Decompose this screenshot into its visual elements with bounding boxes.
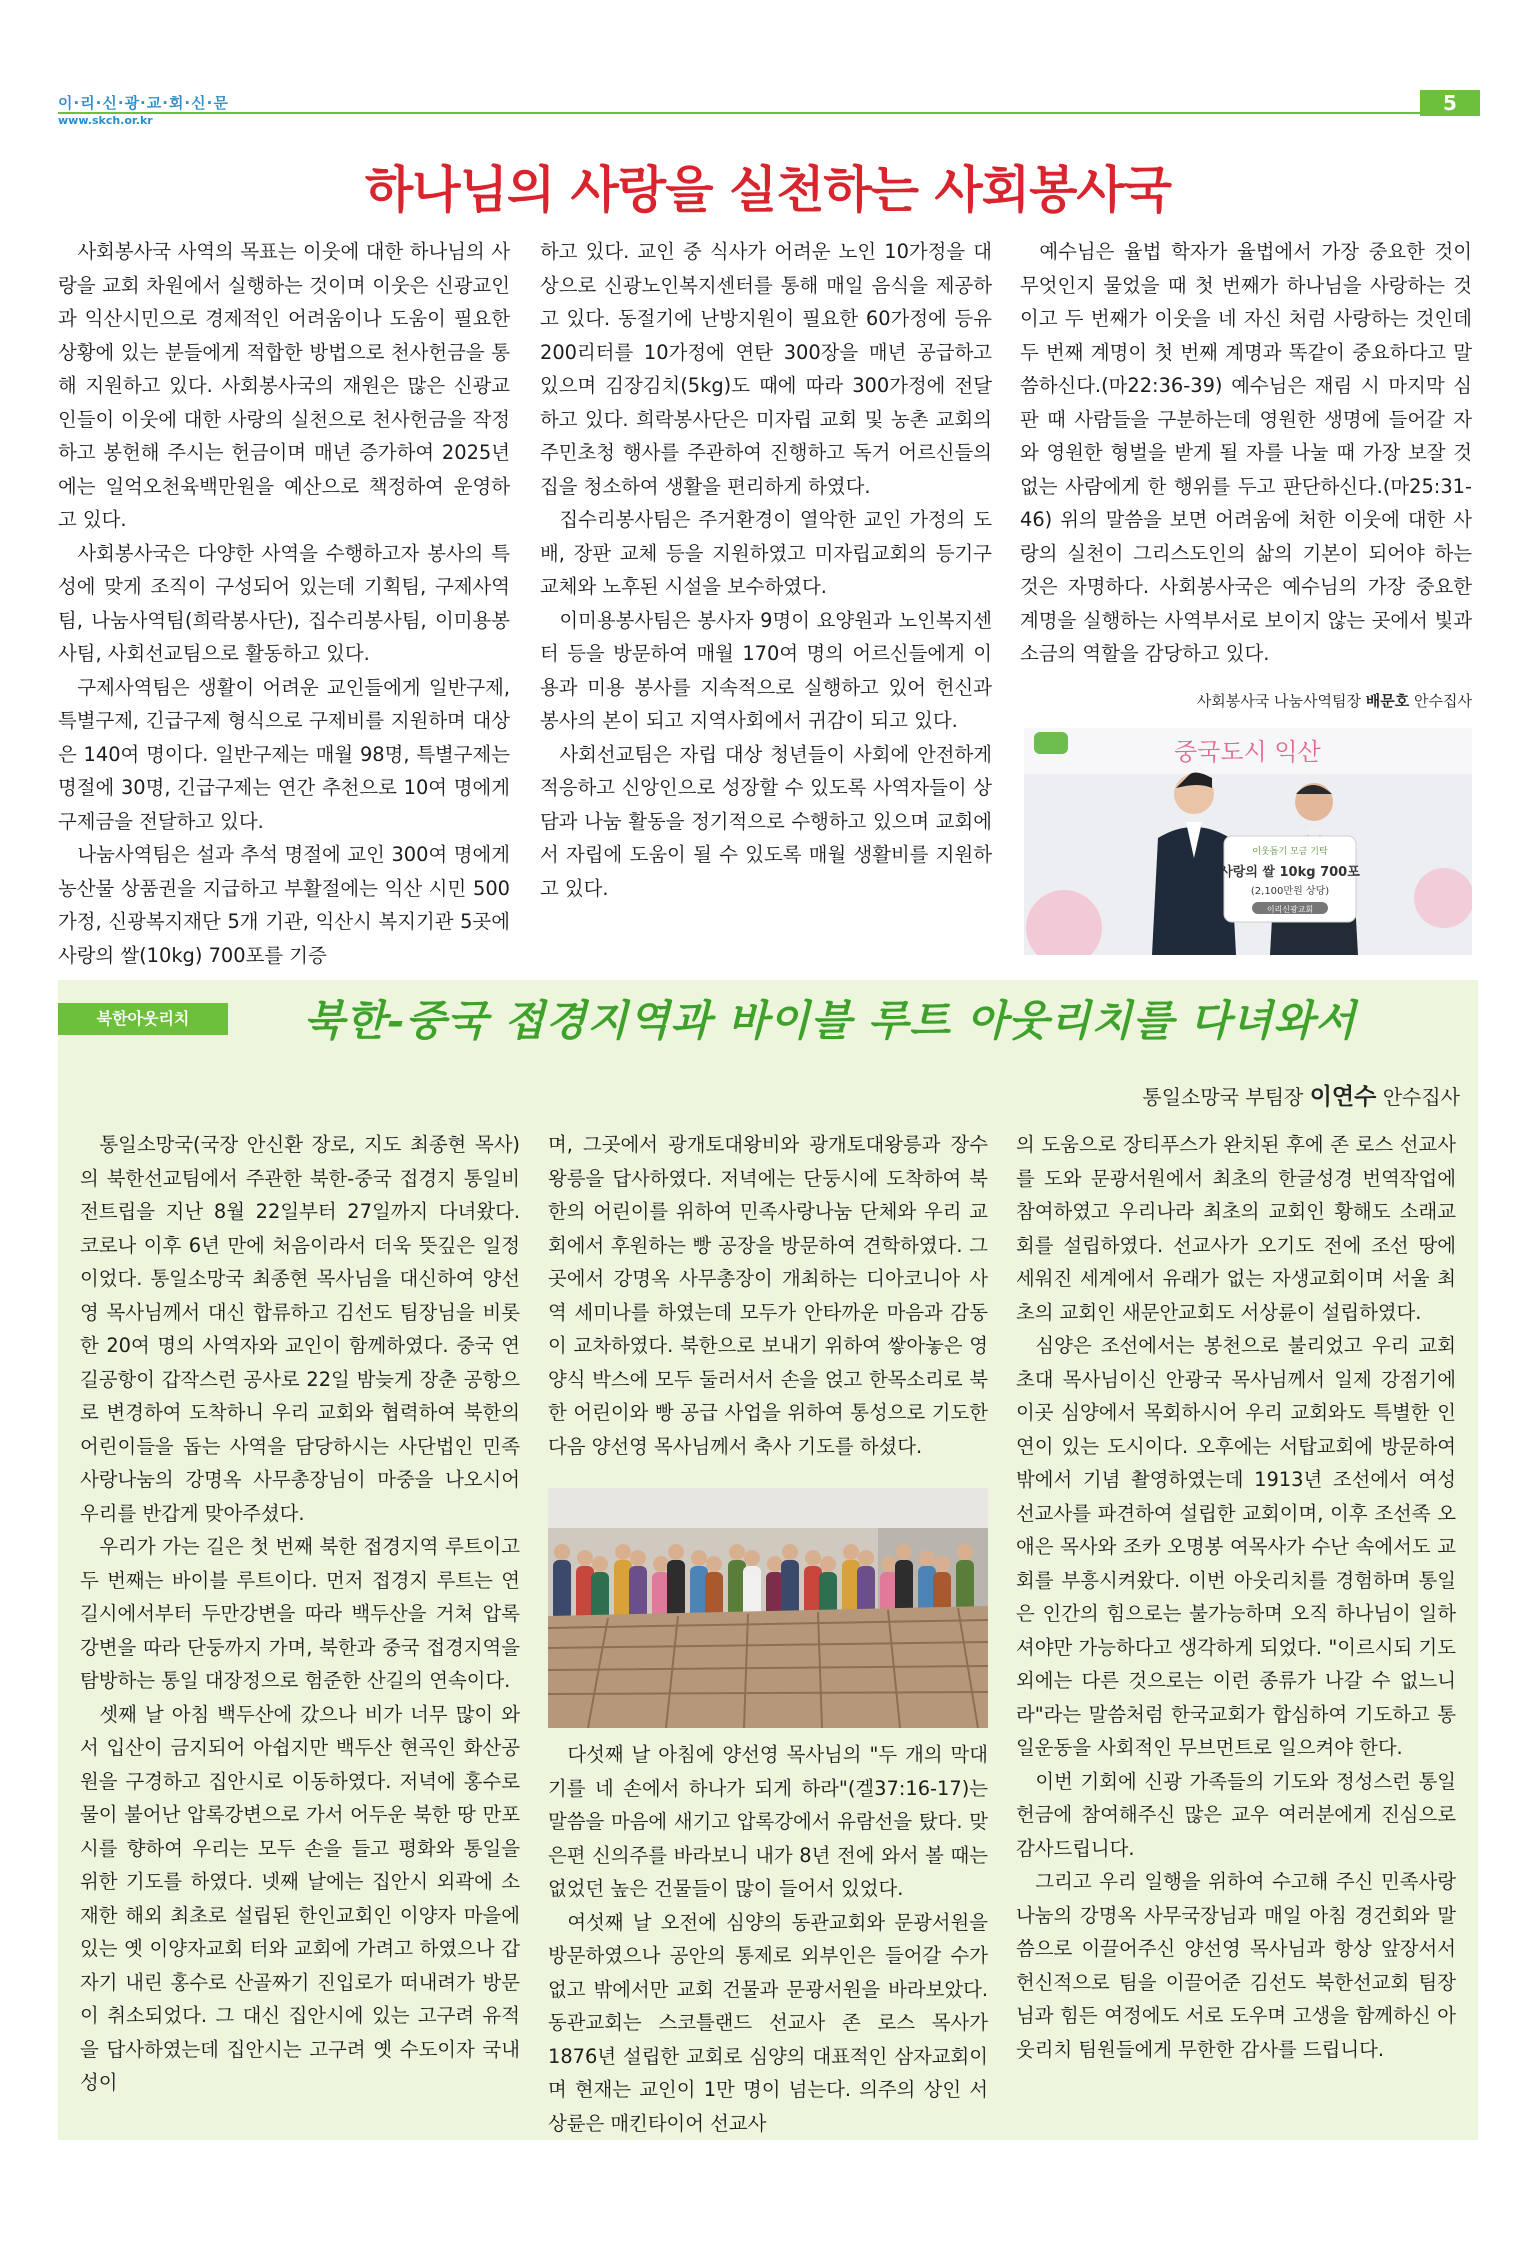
person-head <box>881 1556 897 1572</box>
donation-photo <box>1024 728 1472 955</box>
board-org: 이리신광교회 <box>1266 905 1314 914</box>
paragraph: 사회선교팀은 자립 대상 청년들이 사회에 안전하게 적응하고 신앙인으로 성장할 수 있도록 사역자들이 상담과 나눔 활동을 정기적으로 수행하고 있으며 교회에서 자립에 도움이 될 수 있도록 매월 생활비를 지원하고 있다. <box>540 742 992 900</box>
paragraph: 셋째 날 아침 백두산에 갔으나 비가 너무 많이 와서 입산이 금지되어 아쉽지만 백두산 현곡인 화산공원을 구경하고 집안시로 이동하였다. 저녁에 홍수로 물이 불어난 압록강변으로 가서 어두운 북한 땅 만포시를 향하여 우리는 모두 손을 들고 평화와 통일을 위한 기도를 하였다. 넷째 날에는 집안시 외곽에 소재한 해외 최초로 설립된 한인교회인 이양자 마을에 있는 옛 이양자교회 터와 교회에 가려고 하였으나 갑자기 내린 홍수로 산골짜기 진입로가 떠내려가 방문이 취소되었다. 그 대신 집안시에 있는 고구려 유적을 답사하였는데 집안시는 고구려 옛 수도이자 국내성이 <box>80 1702 520 2094</box>
section2-column-2-top <box>548 1128 988 1463</box>
paragraph: 이미용봉사팀은 봉사자 9명이 요양원과 노인복지센터 등을 방문하여 매월 170여 명의 어르신들에게 이용과 미용 봉사를 지속적으로 실행하고 있어 헌신과 봉사의 본이 되고 지역사회에서 귀감이 되고 있다. <box>540 608 992 732</box>
board-main: 사랑의 쌀 10kg 700포 <box>1220 865 1360 880</box>
page-number: 5 <box>1420 90 1480 116</box>
paragraph: 며, 그곳에서 광개토대왕비와 광개토대왕릉과 장수왕릉을 답사하였다. 저녁에는 단둥시에 도착하여 북한의 어린이를 위하여 민족사랑나눔 단체와 우리 교회에서 후원하는 빵 공장을 방문하여 견학하였다. 그곳에서 강명옥 사무총장이 개최하는 디아코니아 사역 세미나를 하였는데 모두가 안타까운 마음과 감동이 교차하였다. 북한으로 보내기 위하여 쌓아놓은 영양식 박스에 모두 둘러서서 손을 얹고 한목소리로 북한 어린이와 빵 공급 사업을 위하여 통성으로 기도한 다음 양선영 목사님께서 축사 기도를 하셨다. <box>548 1133 988 1458</box>
byline-title: 안수집사 <box>1382 1085 1460 1109</box>
paragraph: 그리고 우리 일행을 위하여 수고해 주신 민족사랑나눔의 강명옥 사무국장님과 매일 아침 경건회와 말씀으로 이끌어주신 양선영 목사님과 항상 앞장서서 헌신적으로 팀을 이끌어준 김선도 북한선교회 팀장님과 힘든 여정에도 서로 도우며 고생을 함께하신 아웃리치 팀원들에게 무한한 감사를 드립니다. <box>1016 1870 1456 2061</box>
person-head <box>820 1556 836 1572</box>
board-small: 이웃돕기 모금 기탁 <box>1252 847 1328 857</box>
section2-byline <box>1142 1078 1460 1111</box>
paragraph: 의 도움으로 장티푸스가 완치된 후에 존 로스 선교사를 도와 문광서원에서 최초의 한글성경 번역작업에 참여하였고 우리나라 최초의 교회인 황해도 소래교회를 설립하였다. 선교사가 오기도 전에 조선 땅에 세워진 세계에서 유래가 없는 자생교회이며 서울 최초의 교회인 새문안교회도 서상륜이 설립하였다. <box>1016 1133 1456 1324</box>
masthead <box>58 92 1478 127</box>
paragraph: 구제사역팀은 생활이 어려운 교인들에게 일반구제, 특별구제, 긴급구제 형식으로 구제비를 지원하며 대상은 140여 명이다. 일반구제는 매월 98명, 특별구제는 명절에 30명, 긴급구제는 연간 추천으로 10여 명에게 구제금을 전달하고 있다. <box>58 675 510 833</box>
person-head <box>858 1550 874 1566</box>
byline-name: 이연수 <box>1309 1084 1377 1110</box>
person-head <box>896 1544 912 1560</box>
person-head <box>805 1550 821 1566</box>
group-photo-illustration <box>548 1488 988 1728</box>
person-head <box>729 1544 745 1560</box>
boxes <box>548 1606 988 1728</box>
newspaper-url[interactable]: www.skch.or.kr <box>58 114 153 127</box>
person-head <box>919 1550 935 1566</box>
paragraph: 하고 있다. 교인 중 식사가 어려운 노인 10가정을 대상으로 신광노인복지센터를 통해 매일 음식을 제공하고 있다. 동절기에 난방지원이 필요한 60가정에 등유 200리터를 10가정에 연탄 300장을 매년 공급하고 있으며 김장김치(5kg)도 때에 따라 300가정에 전달하고 있다. 희락봉사단은 미자립 교회 및 농촌 교회의 주민초청 행사를 주관하여 진행하고 독거 어르신들의 집을 청소하여 생활을 편리하게 하였다. <box>540 240 992 498</box>
section1-column-2 <box>540 235 992 905</box>
person-head <box>615 1544 631 1560</box>
person-head <box>782 1544 798 1560</box>
byline-title: 안수집사 <box>1414 692 1472 710</box>
person-head <box>691 1550 707 1566</box>
paragraph: 통일소망국(국장 안신환 장로, 지도 최종현 목사)의 북한선교팀에서 주관한 북한-중국 접경지 통일비전트립을 지난 8월 22일부터 27일까지 다녀왔다. 코로나 이후 6년 만에 처음이라서 더욱 뜻깊은 일정이었다. 통일소망국 최종현 목사님을 대신하여 양선영 목사님께서 대신 합류하고 김선도 팀장님을 비롯한 20여 명의 사역자와 교인이 함께하였다. 중국 연길공항이 갑작스런 공사로 22일 밤늦게 장춘 공항으로 변경하여 도착하니 우리 교회와 협력하여 북한의 어린이들을 돕는 사역을 담당하시는 사단법인 민족사랑나눔의 강명옥 사무총장님이 마중을 나오시어 우리를 반갑게 맞아주셨다. <box>80 1133 520 1525</box>
section1-byline <box>1020 690 1472 711</box>
person-head <box>554 1544 570 1560</box>
person-head <box>577 1550 593 1566</box>
section1-column-1 <box>58 235 510 972</box>
board-sub: (2,100만원 상당) <box>1250 886 1330 897</box>
section-tag: 북한아웃리치 <box>58 1003 228 1035</box>
paragraph: 예수님은 율법 학자가 율법에서 가장 중요한 것이 무엇인지 물었을 때 첫 번째가 하나님을 사랑하는 것이고 두 번째가 이웃을 네 자신 처럼 사랑하는 것인데 두 번째 계명이 첫 번째 계명과 똑같이 중요하다고 말씀하신다.(마22:36-39) 예수님은 재림 시 마지막 심판 때 사람들을 구분하는데 영원한 생명에 들어갈 자와 영원한 형벌을 받게 될 자를 나눌 때 가장 보잘 것 없는 사람에게 한 행위를 두고 판단하신다.(마25:31-46) 위의 말씀을 보면 어려움에 처한 이웃에 대한 사랑의 실천이 그리스도인의 삶의 기본이 되어야 하는 것은 자명하다. 사회봉사국은 예수님의 가장 중요한 계명을 실행하는 사역부서로 보이지 않는 곳에서 빛과 소금의 역할을 감당하고 있다. <box>1020 240 1472 665</box>
group-photo <box>548 1488 988 1728</box>
person-head <box>653 1556 669 1572</box>
newspaper-name: 이·리·신·광·교·회·신·문 <box>58 94 229 112</box>
person-head <box>592 1556 608 1572</box>
person-head <box>744 1550 760 1566</box>
paragraph: 우리가 가는 길은 첫 번째 북한 접경지역 루트이고 두 번째는 바이블 루트이다. 먼저 접경지 루트는 연길시에서부터 두만강변을 따라 백두산을 거쳐 압록강변을 따라 단둥까지 가며, 북한과 중국 접경지역을 탐방하는 통일 대장정으로 험준한 산길의 연속이다. <box>80 1535 520 1692</box>
section2-title: 북한-중국 접경지역과 바이블 루트 아웃리치를 다녀와서 <box>303 996 1357 1045</box>
section2-column-3 <box>1016 1128 1456 2066</box>
paragraph: 이번 기회에 신광 가족들의 기도와 정성스런 통일헌금에 참여해주신 많은 교우 여러분에게 진심으로 감사드립니다. <box>1016 1769 1456 1860</box>
byline-role: 통일소망국 부팀장 <box>1142 1085 1304 1109</box>
person-body <box>667 1560 685 1620</box>
paragraph: 여섯째 날 오전에 심양의 동관교회와 문광서원을 방문하였으나 공안의 통제로 외부인은 들어갈 수가 없고 밖에서만 교회 건물과 문광서원을 바라보았다. 동관교회는 스코틀랜드 선교사 존 로스 목사가 1876년 설립한 교회로 심양의 대표적인 삼자교회이며 현재는 교인이 1만 명이 넘는다. 의주의 상인 서상륜은 매킨타이어 선교사 <box>548 1910 988 2135</box>
header-rule <box>58 112 1420 114</box>
donation-photo-illustration <box>1024 728 1472 955</box>
paragraph: 사회봉사국 사역의 목표는 이웃에 대한 하나님의 사랑을 교회 차원에서 실행하는 것이며 이웃은 신광교인과 익산시민으로 경제적인 어려움이나 도움이 필요한 상황에 있는 분들에게 적합한 방법으로 천사헌금을 통해 지원하고 있다. 사회봉사국의 재원은 많은 신광교인들이 이웃에 대한 사랑의 실천으로 천사헌금을 작정하고 봉헌해 주시는 헌금이며 매년 증가하여 2025년에는 일억오천육백만원을 예산으로 책정하여 운영하고 있다. <box>58 240 510 531</box>
paragraph: 사회봉사국은 다양한 사역을 수행하고자 봉사의 특성에 맞게 조직이 구성되어 있는데 기획팀, 구제사역팀, 나눔사역팀(희락봉사단), 집수리봉사팀, 이미용봉사팀, 사회선교팀으로 활동하고 있다. <box>58 541 510 665</box>
person-head <box>843 1544 859 1560</box>
person-head <box>630 1550 646 1566</box>
section1-title: 하나님의 사랑을 실천하는 사회봉사국 <box>364 161 1172 219</box>
person-body <box>553 1560 571 1620</box>
section2-column-1 <box>80 1128 520 2100</box>
person-head <box>706 1556 722 1572</box>
section1-column-3 <box>1020 235 1472 671</box>
byline-role: 사회봉사국 나눔사역팀장 <box>1196 692 1361 710</box>
paragraph: 나눔사역팀은 설과 추석 명절에 교인 300여 명에게 농산물 상품권을 지급하고 부활절에는 익산 시민 500가정, 신광복지재단 5개 기관, 익산시 복지기관 5곳에 사랑의 쌀(10kg) 700포를 기증 <box>58 843 510 967</box>
person-head <box>668 1544 684 1560</box>
sign-text: 중국도시 익산 <box>1174 738 1321 766</box>
paragraph: 집수리봉사팀은 주거환경이 열악한 교인 가정의 도배, 장판 교체 등을 지원하였고 미자립교회의 등기구 교체와 노후된 시설을 보수하였다. <box>540 508 992 598</box>
paragraph: 다섯째 날 아침에 양선영 목사님의 "두 개의 막대기를 네 손에서 하나가 되게 하라"(겔37:16-17)는 말씀을 마음에 새기고 압록강에서 유람선을 탔다. 맞은편 신의주를 바라보니 내가 8년 전에 와서 볼 때는 없었던 높은 건물들이 많이 들어서 있었다. <box>548 1743 988 1900</box>
person-head <box>767 1556 783 1572</box>
paragraph: 심양은 조선에서는 봉천으로 불리었고 우리 교회 초대 목사님이신 안광국 목사님께서 일제 강점기에 이곳 심양에서 목회하시어 우리 교회와도 특별한 인연이 있는 도시이다. 오후에는 서탑교회에 방문하여 밖에서 기념 촬영하였는데 1913년 조선에서 여성 선교사를 파견하여 설립한 교회이며, 이후 조선족 오애은 목사와 조카 오명봉 여목사가 수난 속에서도 교회를 부흥시켜왔다. 이번 아웃리치를 경험하며 통일은 인간의 힘으로는 불가능하며 오직 하나님이 일하셔야만 가능하다고 생각하게 되었다. "이르시되 기도 외에는 다른 것으로는 이런 종류가 나갈 수 없느니라"라는 말씀처럼 한국교회가 합심하여 기도하고 통일운동을 사회적인 무브먼트로 일으켜야 한다. <box>1016 1334 1456 1759</box>
person-head <box>957 1544 973 1560</box>
person-head <box>934 1556 950 1572</box>
byline-name: 배문호 <box>1365 692 1410 710</box>
section2-column-2-bottom <box>548 1738 988 2140</box>
